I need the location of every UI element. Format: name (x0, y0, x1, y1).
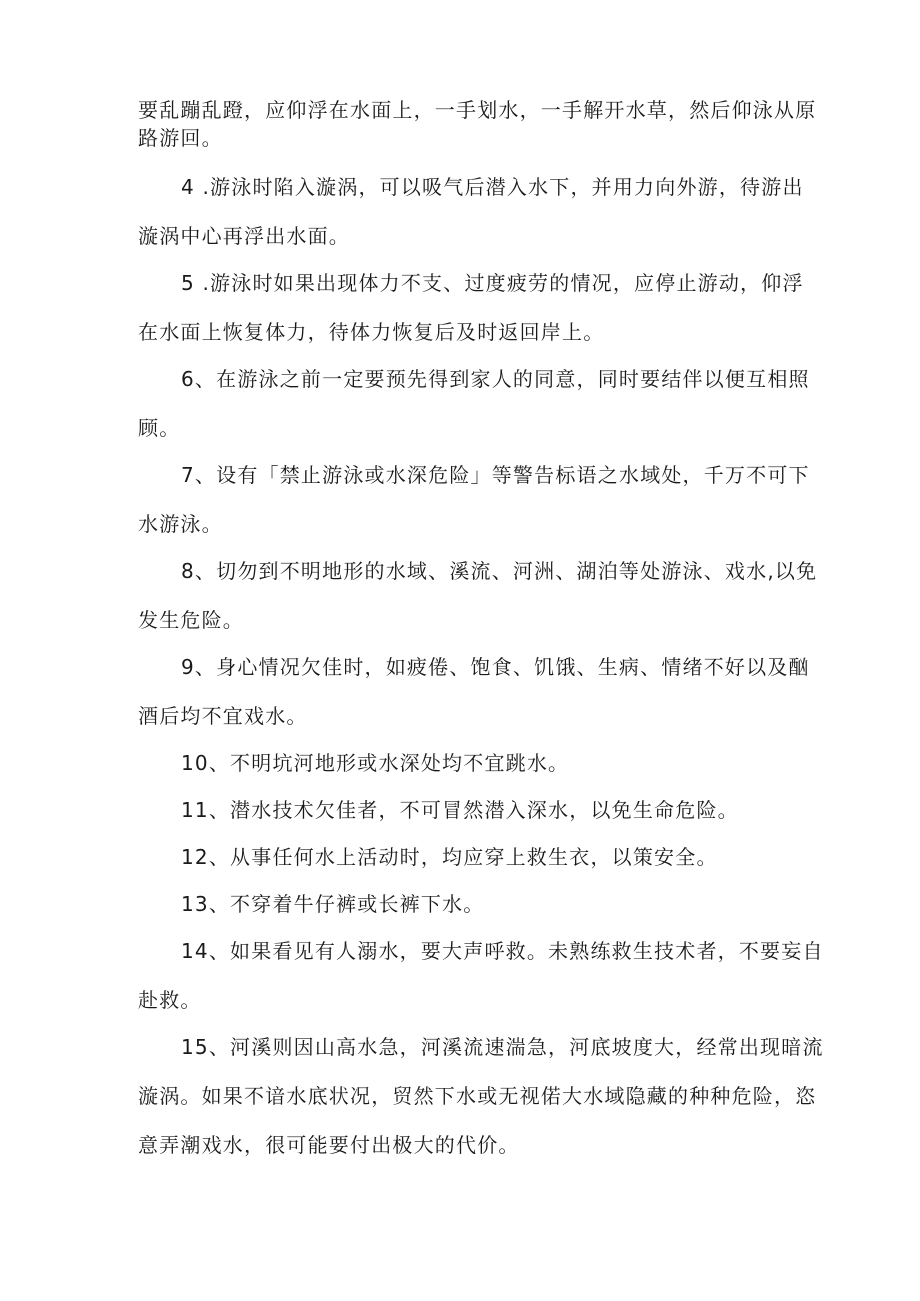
paragraph-item-11 (138, 798, 786, 823)
text-line: 7、设有「禁止游泳或水深危险」等警告标语之水域处，千万不可下 (181, 463, 810, 487)
text-line: 漩涡。如果不谙水底状况，贸然下水或无视偌大水域隐藏的种种危险，恣 (138, 1084, 817, 1108)
text-line: 10、不明坑河地形或水深处均不宜跳水。 (181, 751, 570, 775)
paragraph-item-14 (138, 939, 824, 1013)
paragraph-item-12 (138, 845, 786, 870)
paragraph-item-7 (138, 463, 810, 537)
text-line: 漩涡中心再浮出水面。 (138, 224, 350, 248)
paragraph-item-6 (138, 367, 810, 441)
paragraph-item-9 (138, 655, 810, 729)
text-line: 路游回。 (138, 126, 223, 150)
paragraph-item-8 (138, 559, 818, 633)
text-line: 酒后均不宜戏水。 (138, 704, 308, 728)
text-line: 发生危险。 (138, 608, 244, 632)
text-line: 6、在游泳之前一定要预先得到家人的同意，同时要结伴以便互相照 (181, 367, 810, 391)
text-line: 15、河溪则因山高水急，河溪流速湍急，河底坡度大，经常出现暗流 (181, 1035, 824, 1059)
text-line: 12、从事任何水上活动时，均应穿上救生衣，以策安全。 (181, 845, 718, 869)
text-line: 5 .游泳时如果出现体力不支、过度疲劳的情况，应停止游动，仰浮 (181, 271, 804, 295)
paragraph-item-15 (138, 1035, 824, 1158)
text-line: 水游泳。 (138, 512, 223, 536)
paragraph-item-13 (138, 892, 786, 917)
paragraph-item-4 (138, 175, 804, 249)
text-line: 要乱蹦乱蹬，应仰浮在水面上，一手划水，一手解开水草，然后仰泳从原 (138, 98, 817, 122)
text-line: 在水面上恢复体力，待体力恢复后及时返回岸上。 (138, 320, 605, 344)
text-line: 赴救。 (138, 988, 202, 1012)
text-line: 4 .游泳时陷入漩涡，可以吸气后潜入水下，并用力向外游，待游出 (181, 175, 804, 199)
paragraph-item-10 (138, 751, 786, 776)
paragraph-item-5 (138, 271, 804, 345)
text-line: 9、身心情况欠佳时，如疲倦、饱食、饥饿、生病、情绪不好以及酗 (181, 655, 810, 679)
text-line: 意弄潮戏水，很可能要付出极大的代价。 (138, 1133, 520, 1157)
text-line: 8、切勿到不明地形的水域、溪流、河洲、湖泊等处游泳、戏水,以免 (181, 559, 818, 583)
text-line: 14、如果看见有人溺水，要大声呼救。未熟练救生技术者，不要妄自 (181, 939, 824, 963)
text-line: 11、潜水技术欠佳者，不可冒然潜入深水，以免生命危险。 (181, 798, 739, 822)
text-line: 13、不穿着牛仔裤或长裤下水。 (181, 892, 485, 916)
document-body (138, 98, 824, 1158)
paragraph-continuation (138, 98, 817, 151)
text-line: 顾。 (138, 416, 181, 440)
